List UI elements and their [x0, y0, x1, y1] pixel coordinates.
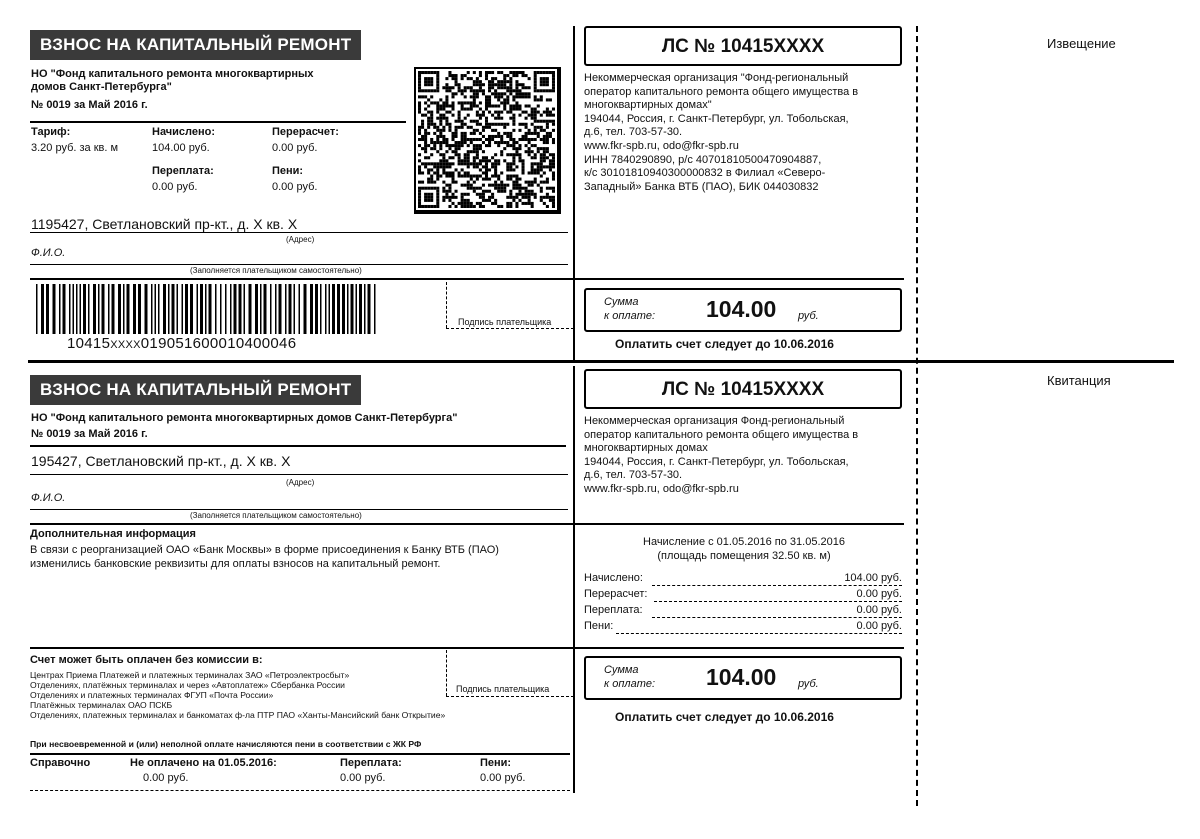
- notice-invoice: № 0019 за Май 2016 г.: [31, 99, 148, 111]
- barcode: [36, 284, 380, 334]
- receipt-org-line: НО "Фонд капитального ремонта многоквартирных домов Санкт-Петербурга": [31, 412, 458, 424]
- info-line1: В связи с реорганизацией ОАО «Банк Москвы» в форме присоединения к Банку ВТБ (ПАО): [30, 544, 499, 556]
- notice-org-line1: НО "Фонд капитального ремонта многоквартирных: [31, 68, 314, 80]
- notice-account-title: ЛС № 10415XXXX: [661, 36, 825, 57]
- info-title: Дополнительная информация: [30, 528, 196, 540]
- unpaid-label: Не оплачено на 01.05.2016:: [130, 757, 277, 769]
- unpaid-value: 0.00 руб.: [143, 772, 189, 784]
- sum-unit: руб.: [798, 678, 819, 690]
- receipt-fio: Ф.И.О.: [31, 492, 66, 504]
- sum-label-2: к оплате:: [604, 310, 656, 322]
- list-item: Отделениях, платёжных терминалах и через «Автоплатеж» Сбербанка России: [30, 680, 345, 690]
- penalty-value: 0.00 руб.: [272, 181, 318, 193]
- accrual-row: Пени: 0.00 руб.: [584, 620, 902, 632]
- list-item: Отделениях и платежных терминалах ФГУП «Почта России»: [30, 690, 274, 700]
- notice-due: Оплатить счет следует до 10.06.2016: [615, 337, 834, 351]
- ref-overpay-label: Переплата:: [340, 757, 402, 769]
- fio-caption: (Заполняется плательщиком самостоятельно): [190, 266, 362, 275]
- accrual-row: Начислено: 104.00 руб.: [584, 572, 902, 584]
- overpay-label: Переплата:: [152, 165, 214, 177]
- accrued-value: 104.00 руб.: [152, 142, 210, 154]
- period-line1: Начисление с 01.05.2016 по 31.05.2016: [643, 536, 845, 548]
- list-item: Отделениях, платежных терминалах и банкоматах ф-ла ПТР ПАО «Ханты-Мансийский банк Открытие»: [30, 710, 446, 720]
- signature-caption-notice: Подпись плательщика: [458, 317, 552, 327]
- sum-label-1: Сумма: [604, 296, 639, 308]
- sum-label-2: к оплате:: [604, 678, 656, 690]
- receipt-invoice: № 0019 за Май 2016 г.: [31, 428, 148, 440]
- receipt-due: Оплатить счет следует до 10.06.2016: [615, 710, 834, 724]
- tariff-label: Тариф:: [31, 126, 71, 138]
- accrual-table: [584, 572, 902, 636]
- receipt-address-caption: (Адрес): [286, 478, 315, 487]
- sum-unit: руб.: [798, 310, 819, 322]
- notice-side-label: Извещение: [1047, 36, 1116, 51]
- tariff-value: 3.20 руб. за кв. м: [31, 142, 119, 154]
- recalc-value: 0.00 руб.: [272, 142, 318, 154]
- accrued-label: Начислено:: [152, 126, 216, 138]
- accrual-row: Перерасчет: 0.00 руб.: [584, 588, 902, 600]
- penalty-note: При несвоевременной и (или) неполной оплате начисляются пени в соответствии с ЖК РФ: [30, 739, 422, 749]
- ref-penalty-label: Пени:: [480, 757, 512, 769]
- receipt-side-label: Квитанция: [1047, 373, 1111, 388]
- ref-overpay-value: 0.00 руб.: [340, 772, 386, 784]
- receipt-account-box: [584, 369, 902, 409]
- notice-fio: Ф.И.О.: [31, 247, 66, 259]
- sum-value: 104.00: [706, 296, 777, 322]
- commission-list: [30, 670, 450, 720]
- list-item: Платёжных терминалах ОАО ПСКБ: [30, 700, 173, 710]
- notice-banner: ВЗНОС НА КАПИТАЛЬНЫЙ РЕМОНТ: [30, 30, 361, 60]
- recalc-label: Перерасчет:: [272, 126, 339, 138]
- period-line2: (площадь помещения 32.50 кв. м): [657, 550, 831, 562]
- overpay-value: 0.00 руб.: [152, 181, 198, 193]
- receipt-sum-box: [584, 656, 902, 700]
- sum-value: 104.00: [706, 664, 777, 690]
- accrual-row: Переплата: 0.00 руб.: [584, 604, 902, 616]
- commission-title: Счет может быть оплачен без комиссии в:: [30, 654, 263, 666]
- notice-sum-box: [584, 288, 902, 332]
- notice-account-box: [584, 26, 902, 66]
- notice-org-line2: домов Санкт-Петербурга": [31, 81, 172, 93]
- ref-penalty-value: 0.00 руб.: [480, 772, 526, 784]
- receipt-address: 195427, Светлановский пр-кт., д. Х кв. Х: [31, 453, 291, 469]
- list-item: Центрах Приема Платежей и платежных терминалах ЗАО «Петроэлектросбыт»: [30, 670, 350, 680]
- receipt-recipient: Некоммерческая организация Фонд-региональный оператор капитального ремонта общего имущества в многоквартирных домах 194044, Россия, г. Санкт-Петербург, ул. Тобольская, д.6, тел. 703-57-30. www.fkr-spb.ru, odo@fkr-spb.ru: [584, 415, 859, 495]
- info-line2: изменились банковские реквизиты для оплаты взносов на капитальный ремонт.: [30, 558, 441, 570]
- ref-label: Справочно: [30, 757, 91, 769]
- sum-label-1: Сумма: [604, 664, 639, 676]
- penalty-label: Пени:: [272, 165, 304, 177]
- barcode-number: 10415XXXX019051600010400046: [67, 335, 297, 352]
- notice-address: 1195427, Светлановский пр-кт., д. Х кв. Х: [31, 216, 298, 232]
- qr-code: [414, 67, 561, 214]
- signature-caption-receipt: Подпись плательщика: [456, 684, 550, 694]
- receipt-account-title: ЛС № 10415XXXX: [661, 379, 825, 400]
- address-caption: (Адрес): [286, 235, 315, 244]
- receipt-fio-caption: (Заполняется плательщиком самостоятельно): [190, 511, 362, 520]
- notice-recipient: Некоммерческая организация "Фонд-региональный оператор капитального ремонта общего имущества в многоквартирных домах" 194044, Россия, г. Санкт-Петербург, ул. Тобольская, д.6, тел. 703-57-30. www.fkr-spb.ru, odo@fkr-spb.ru ИНН 7840290890, р/с 40701810500470904887, к/с 30101810940300000832 в Филиал «Северо- Западный» Банка ВТБ (ПАО), БИК 044030832: [584, 72, 859, 193]
- receipt-banner: ВЗНОС НА КАПИТАЛЬНЫЙ РЕМОНТ: [30, 375, 361, 405]
